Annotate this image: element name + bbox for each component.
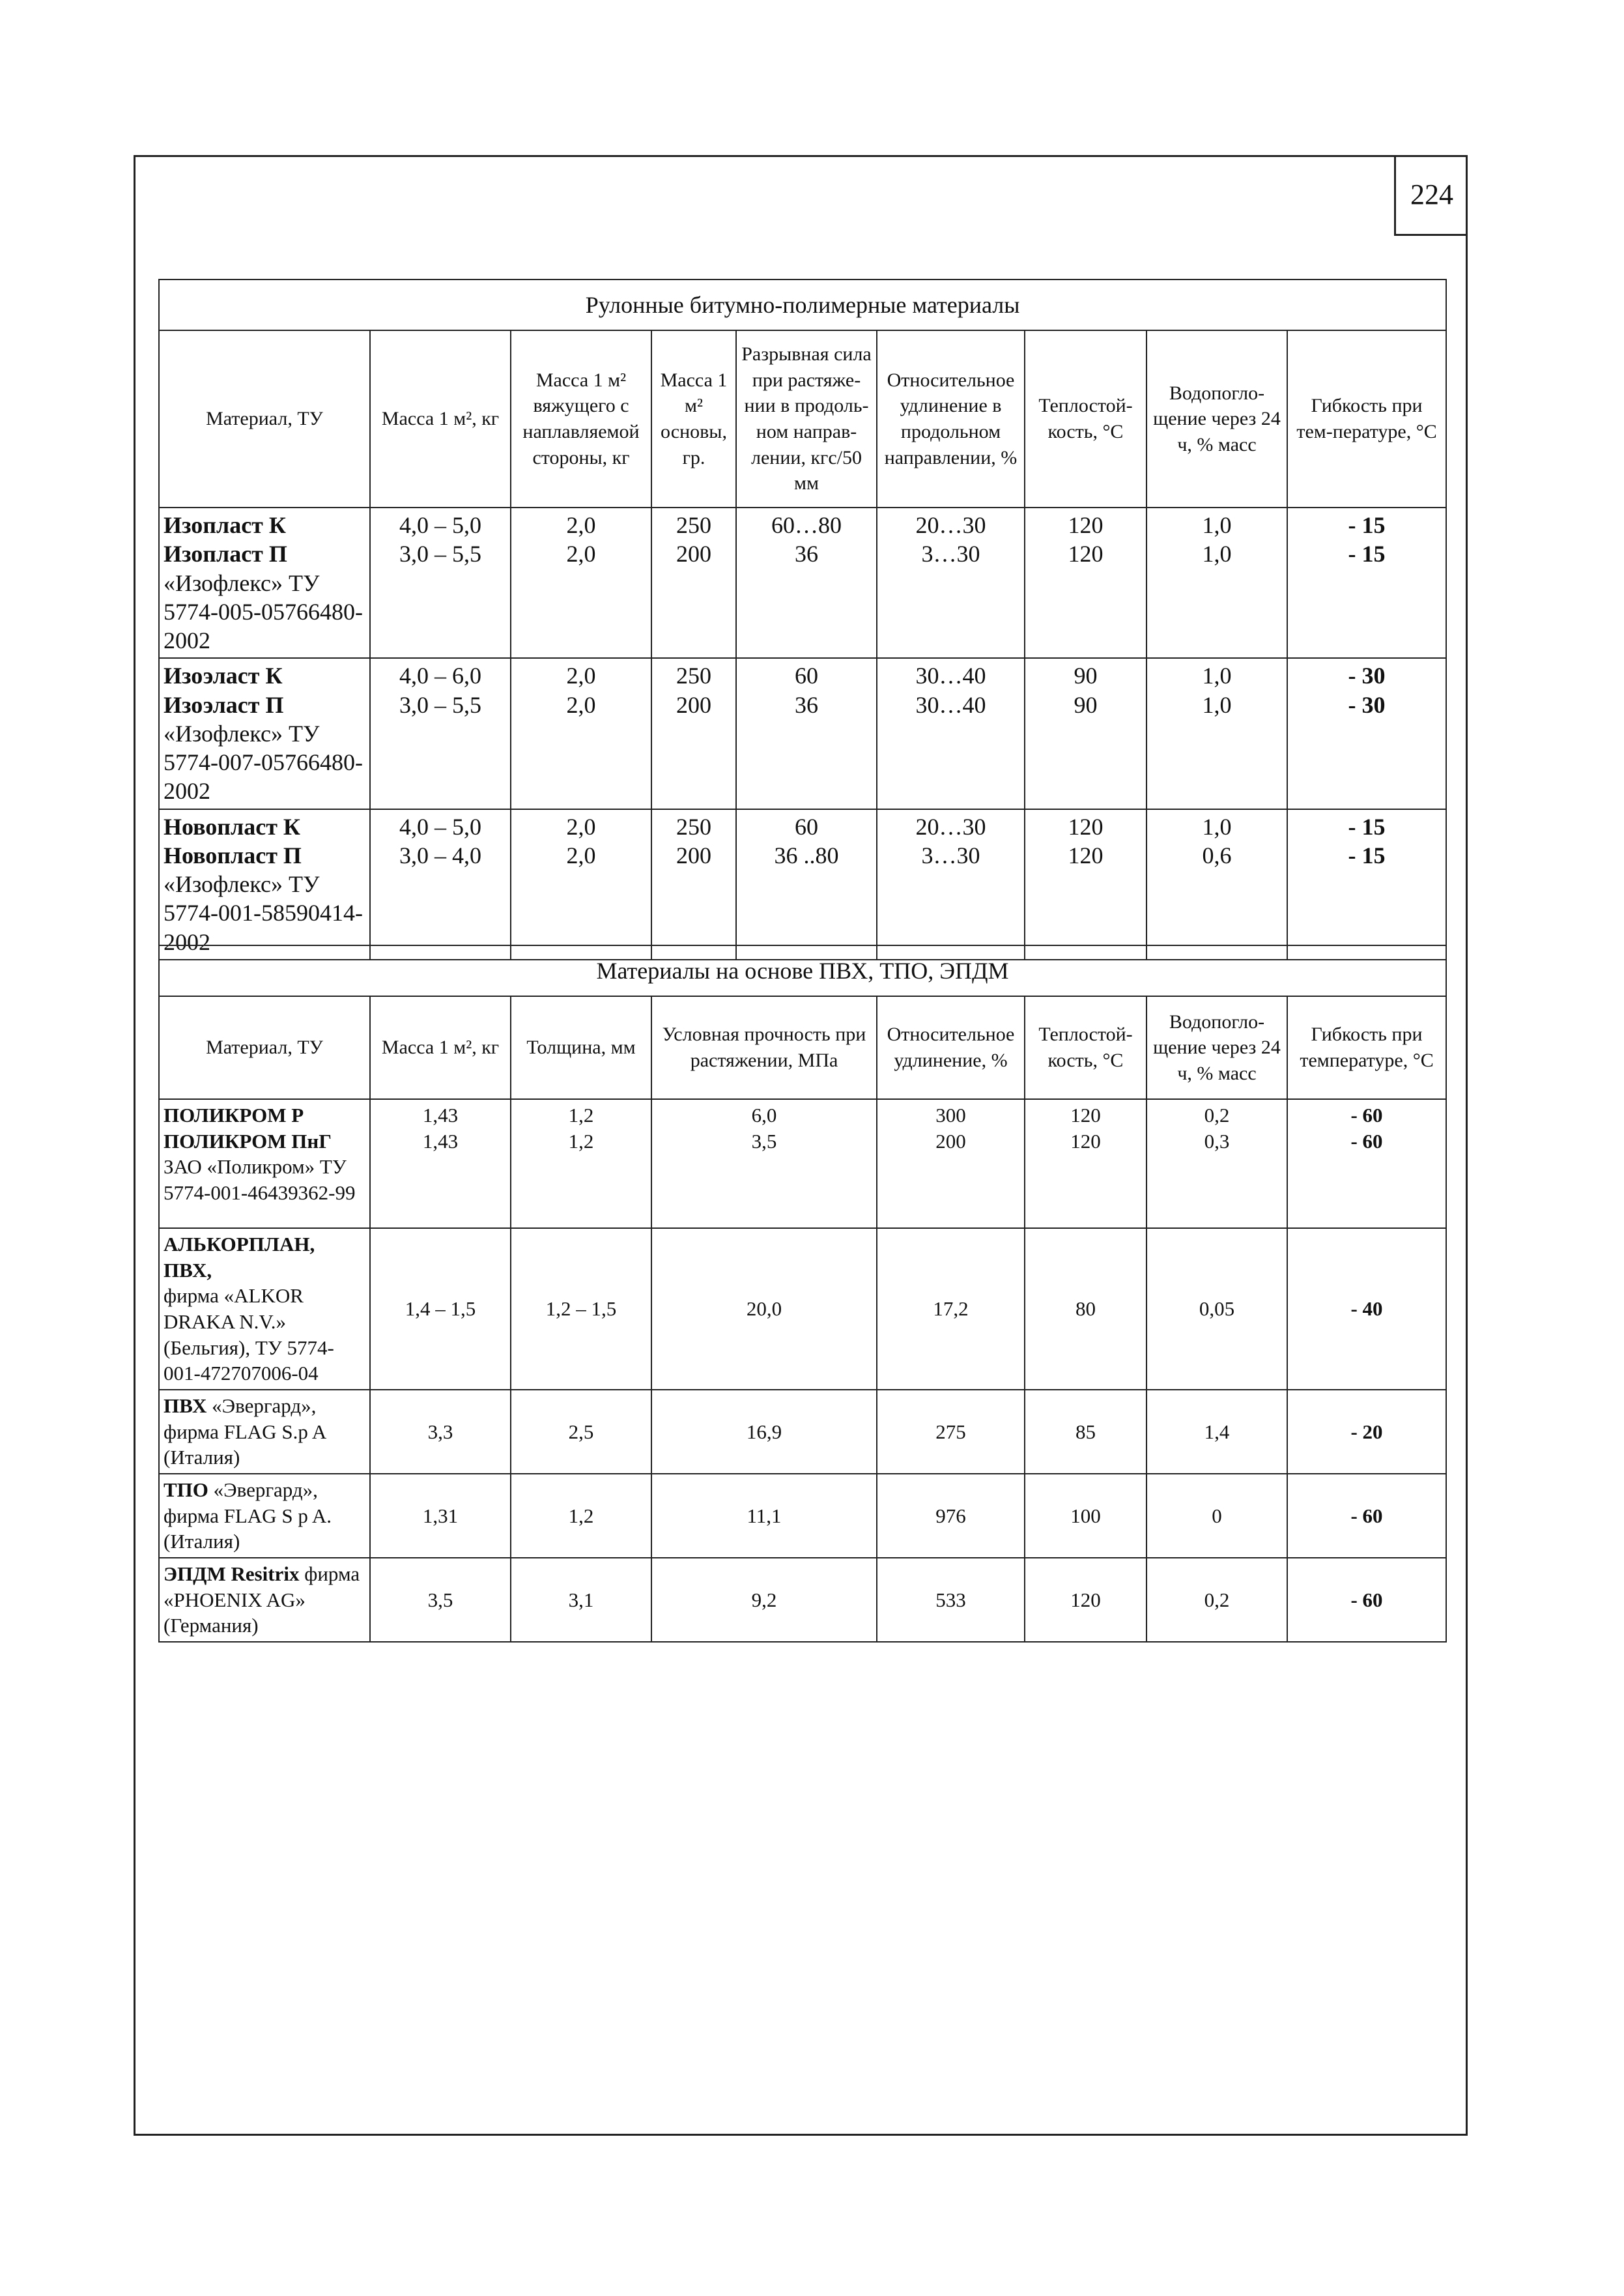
strength-cell: 20,0 (651, 1228, 877, 1390)
elongation-cell: 20…30 3…30 (877, 508, 1025, 658)
water-cell: 0,05 (1147, 1228, 1287, 1390)
table-row (159, 1228, 1446, 1390)
material-spec: «Эвергард», фирма FLAG S p A. (Италия) (164, 1478, 332, 1553)
elongation-cell: 300 200 (877, 1099, 1025, 1228)
col-header-water-absorption: Водопогло-щение через 24 ч, % масс (1147, 996, 1287, 1099)
thickness-cell: 1,2 – 1,5 (511, 1228, 651, 1390)
material-spec: «Эвергард», фирма FLAG S.p A (Италия) (164, 1394, 326, 1469)
water-cell: 1,0 1,0 (1147, 508, 1287, 658)
water-cell: 0,2 (1147, 1558, 1287, 1642)
heat-cell: 120 (1025, 1558, 1147, 1642)
mass-cell: 1,4 – 1,5 (370, 1228, 511, 1390)
heat-cell: 100 (1025, 1474, 1147, 1558)
table-row (159, 1558, 1446, 1642)
col-header-tensile-strength: Условная прочность при растяжении, МПа (651, 996, 877, 1099)
water-cell: 0,2 0,3 (1147, 1099, 1287, 1228)
material-cell (159, 658, 370, 809)
base-cell: 250 200 (651, 508, 736, 658)
binder-cell: 2,0 2,0 (511, 658, 651, 809)
elongation-cell: 30…40 30…40 (877, 658, 1025, 809)
flex-cell: - 20 (1287, 1390, 1446, 1474)
strength-cell: 6,0 3,5 (651, 1099, 877, 1228)
material-name: ТПО (164, 1478, 214, 1502)
material-name: Изоэласт К (164, 663, 283, 689)
material-name: Изопласт П (164, 541, 287, 567)
material-spec: «Изофлекс» ТУ 5774-001-58590414-2002 (164, 871, 363, 955)
table-row (159, 1474, 1446, 1558)
heat-cell: 120 120 (1025, 508, 1147, 658)
material-cell (159, 1228, 370, 1390)
mass-cell: 3,3 (370, 1390, 511, 1474)
col-header-elongation: Относительное удлинение в продольном направлении, % (877, 330, 1025, 508)
table1-caption: Рулонные битумно-полимерные материалы (159, 280, 1446, 330)
strength-cell: 16,9 (651, 1390, 877, 1474)
heat-cell: 90 90 (1025, 658, 1147, 809)
material-name: Изопласт К (164, 512, 286, 538)
mass-cell: 1,43 1,43 (370, 1099, 511, 1228)
mass-cell: 4,0 – 6,0 3,0 – 5,5 (370, 658, 511, 809)
table-row (159, 1099, 1446, 1228)
material-name: ЭПДМ Resitrix (164, 1562, 305, 1586)
pvc-tpo-epdm-table (158, 945, 1447, 1643)
base-cell: 250 200 (651, 658, 736, 809)
flex-cell: - 60 - 60 (1287, 1099, 1446, 1228)
material-cell (159, 508, 370, 658)
col-header-heat-resistance: Теплостой-кость, °С (1025, 996, 1147, 1099)
material-spec: «Изофлекс» ТУ 5774-007-05766480-2002 (164, 720, 363, 805)
col-header-tensile-force: Разрывная сила при растяже-нии в продоль-ном направ-лении, кгс/50 мм (736, 330, 877, 508)
mass-cell: 1,31 (370, 1474, 511, 1558)
col-header-base-mass: Масса 1 м² основы, гр. (651, 330, 736, 508)
binder-cell: 2,0 2,0 (511, 508, 651, 658)
water-cell: 1,0 1,0 (1147, 658, 1287, 809)
table-row (159, 809, 1446, 960)
thickness-cell: 1,2 1,2 (511, 1099, 651, 1228)
material-name: ПВХ (164, 1394, 212, 1418)
mass-cell: 3,5 (370, 1558, 511, 1642)
material-cell (159, 1390, 370, 1474)
base-cell: 250 200 (651, 809, 736, 960)
material-name: Новопласт П (164, 842, 302, 868)
col-header-flexibility: Гибкость при тем-пературе, °С (1287, 330, 1446, 508)
flex-cell: - 60 (1287, 1558, 1446, 1642)
elongation-cell: 20…30 3…30 (877, 809, 1025, 960)
table1-header-row (159, 330, 1446, 508)
material-name: Изоэласт П (164, 691, 284, 718)
flex-cell: - 15 - 15 (1287, 508, 1446, 658)
strength-cell: 11,1 (651, 1474, 877, 1558)
heat-cell: 120 120 (1025, 809, 1147, 960)
material-name: АЛЬКОРПЛАН, ПВХ, (164, 1233, 315, 1282)
material-name: ПОЛИКРОМ Р (164, 1104, 304, 1126)
strength-cell: 9,2 (651, 1558, 877, 1642)
bitumen-polymer-table (158, 279, 1447, 960)
heat-cell: 85 (1025, 1390, 1147, 1474)
elongation-cell: 976 (877, 1474, 1025, 1558)
flex-cell: - 60 (1287, 1474, 1446, 1558)
force-cell: 60 36 (736, 658, 877, 809)
col-header-water-absorption: Водопогло-щение через 24 ч, % масс (1147, 330, 1287, 508)
material-cell (159, 1474, 370, 1558)
material-cell (159, 1099, 370, 1228)
thickness-cell: 1,2 (511, 1474, 651, 1558)
flex-cell: - 40 (1287, 1228, 1446, 1390)
table2-caption: Материалы на основе ПВХ, ТПО, ЭПДМ (159, 945, 1446, 996)
col-header-binder-mass: Масса 1 м² вяжущего с наплавляемой стороны, кг (511, 330, 651, 508)
col-header-thickness: Толщина, мм (511, 996, 651, 1099)
water-cell: 1,0 0,6 (1147, 809, 1287, 960)
thickness-cell: 3,1 (511, 1558, 651, 1642)
elongation-cell: 275 (877, 1390, 1025, 1474)
flex-cell: - 30 - 30 (1287, 658, 1446, 809)
col-header-material: Материал, ТУ (159, 996, 370, 1099)
heat-cell: 80 (1025, 1228, 1147, 1390)
material-spec: фирма «PHOENIX AG» (Германия) (164, 1562, 360, 1637)
material-cell (159, 1558, 370, 1642)
table-row (159, 508, 1446, 658)
force-cell: 60 36 ..80 (736, 809, 877, 960)
elongation-cell: 533 (877, 1558, 1025, 1642)
table-row (159, 658, 1446, 809)
table2-header-row (159, 996, 1446, 1099)
flex-cell: - 15 - 15 (1287, 809, 1446, 960)
col-header-mass: Масса 1 м², кг (370, 330, 511, 508)
col-header-heat-resistance: Теплостой-кость, °С (1025, 330, 1147, 508)
force-cell: 60…80 36 (736, 508, 877, 658)
material-cell (159, 809, 370, 960)
col-header-elongation: Относительное удлинение, % (877, 996, 1025, 1099)
material-name: Новопласт К (164, 813, 301, 840)
water-cell: 1,4 (1147, 1390, 1287, 1474)
col-header-mass: Масса 1 м², кг (370, 996, 511, 1099)
material-spec: фирма «ALKOR DRAKA N.V.» (Бельгия), ТУ 5774-001-472707006-04 (164, 1284, 334, 1385)
water-cell: 0 (1147, 1474, 1287, 1558)
mass-cell: 4,0 – 5,0 3,0 – 5,5 (370, 508, 511, 658)
material-spec: «Изофлекс» ТУ 5774-005-05766480-2002 (164, 569, 363, 654)
material-spec: ЗАО «Поликром» ТУ 5774-001-46439362-99 (164, 1155, 356, 1205)
elongation-cell: 17,2 (877, 1228, 1025, 1390)
thickness-cell: 2,5 (511, 1390, 651, 1474)
mass-cell: 4,0 – 5,0 3,0 – 4,0 (370, 809, 511, 960)
page-number: 224 (1394, 155, 1468, 236)
heat-cell: 120 120 (1025, 1099, 1147, 1228)
col-header-flexibility: Гибкость при температуре, °С (1287, 996, 1446, 1099)
table-row (159, 1390, 1446, 1474)
binder-cell: 2,0 2,0 (511, 809, 651, 960)
col-header-material: Материал, ТУ (159, 330, 370, 508)
material-name: ПОЛИКРОМ ПнГ (164, 1129, 332, 1153)
